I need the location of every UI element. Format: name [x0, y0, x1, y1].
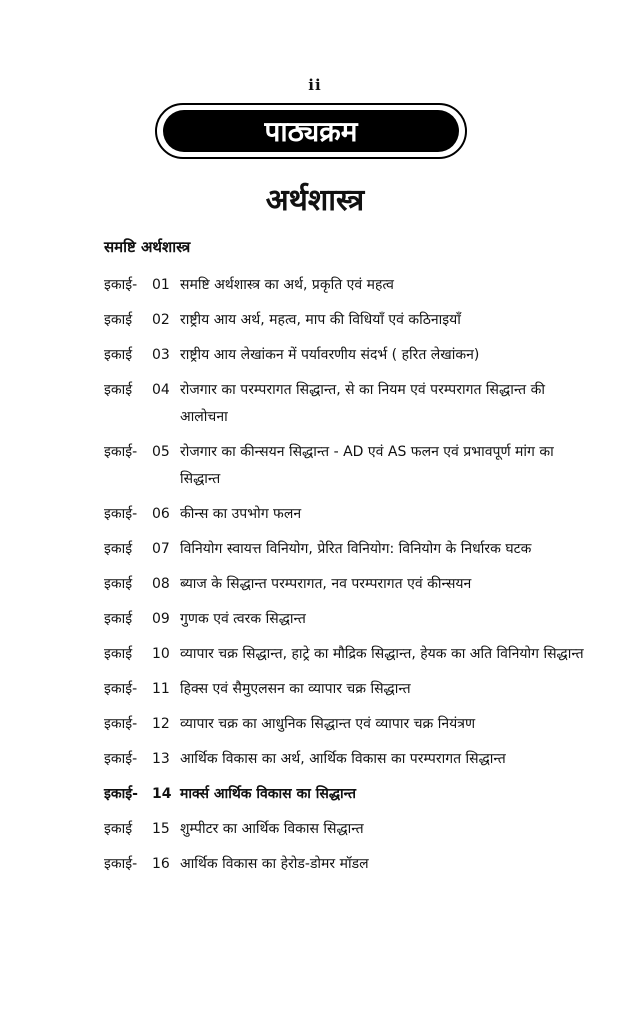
- unit-label: इकाई: [104, 576, 133, 592]
- unit-number: 03: [152, 347, 170, 363]
- unit-title: आर्थिक विकास का अर्थ, आर्थिक विकास का परम्परागत सिद्धान्त: [180, 751, 506, 767]
- unit-row: [104, 307, 584, 334]
- unit-title: शुम्पीटर का आर्थिक विकास सिद्धान्त: [180, 821, 364, 837]
- unit-label: इकाई-: [104, 856, 138, 872]
- unit-row: [104, 711, 584, 738]
- unit-number: 05: [152, 444, 170, 460]
- unit-title: हिक्स एवं सैमुएलसन का व्यापार चक्र सिद्धान्त: [180, 681, 411, 697]
- unit-title: विनियोग स्वायत्त विनियोग, प्रेरित विनियोग: विनियोग के निर्धारक घटक: [180, 541, 532, 557]
- unit-row: [104, 676, 584, 703]
- unit-row: [104, 851, 584, 878]
- syllabus-banner-title: पाठ्यक्रम: [264, 115, 358, 148]
- unit-row: [104, 781, 584, 808]
- unit-label: इकाई-: [104, 786, 138, 802]
- unit-title: व्यापार चक्र सिद्धान्त, हाट्रे का मौद्रिक सिद्धान्त, हेयक का अति विनियोग सिद्धान्त: [180, 646, 584, 662]
- unit-label: इकाई-: [104, 506, 138, 522]
- unit-number: 13: [152, 751, 170, 767]
- unit-number: 06: [152, 506, 170, 522]
- unit-label: इकाई: [104, 312, 133, 328]
- unit-label: इकाई: [104, 821, 133, 837]
- unit-label: इकाई-: [104, 681, 138, 697]
- section-heading: समष्टि अर्थशास्त्र: [104, 238, 191, 256]
- unit-label: इकाई-: [104, 277, 138, 293]
- unit-row: [104, 571, 584, 598]
- syllabus-banner-fill: [163, 110, 459, 152]
- unit-title: मार्क्स आर्थिक विकास का सिद्धान्त: [180, 786, 356, 802]
- unit-label: इकाई: [104, 611, 133, 627]
- unit-row: [104, 536, 584, 563]
- unit-title: रोजगार का परम्परागत सिद्धान्त, से का नियम एवं परम्परागत सिद्धान्त की आलोचना: [180, 382, 545, 425]
- unit-number: 08: [152, 576, 170, 592]
- unit-number: 16: [152, 856, 170, 872]
- unit-row: [104, 641, 584, 668]
- unit-number: 01: [152, 277, 170, 293]
- unit-row: [104, 377, 584, 431]
- unit-title: रोजगार का कीन्सयन सिद्धान्त - AD एवं AS फलन एवं प्रभावपूर्ण मांग का सिद्धान्त: [180, 444, 554, 487]
- unit-row: [104, 606, 584, 633]
- unit-label: इकाई: [104, 382, 133, 398]
- unit-number: 09: [152, 611, 170, 627]
- unit-label: इकाई: [104, 347, 133, 363]
- page-number: ii: [308, 76, 322, 94]
- unit-number: 10: [152, 646, 170, 662]
- unit-row: [104, 816, 584, 843]
- unit-title: व्यापार चक्र का आधुनिक सिद्धान्त एवं व्यापार चक्र नियंत्रण: [180, 716, 476, 732]
- subject-title: अर्थशास्त्र: [265, 183, 365, 218]
- unit-row: [104, 501, 584, 528]
- unit-title: राष्ट्रीय आय अर्थ, महत्व, माप की विधियाँ एवं कठिनाइयाँ: [180, 312, 461, 328]
- unit-number: 04: [152, 382, 170, 398]
- unit-list: [104, 272, 584, 878]
- unit-row: [104, 272, 584, 299]
- unit-label: इकाई: [104, 541, 133, 557]
- unit-label: इकाई-: [104, 444, 138, 460]
- unit-label: इकाई-: [104, 716, 138, 732]
- unit-number: 12: [152, 716, 170, 732]
- unit-number: 02: [152, 312, 170, 328]
- unit-label: इकाई-: [104, 751, 138, 767]
- unit-label: इकाई: [104, 646, 133, 662]
- unit-number: 07: [152, 541, 170, 557]
- unit-title: समष्टि अर्थशास्त्र का अर्थ, प्रकृति एवं महत्व: [180, 277, 394, 293]
- unit-title: राष्ट्रीय आय लेखांकन में पर्यावरणीय संदर्भ ( हरित लेखांकन): [180, 347, 480, 363]
- unit-number: 15: [152, 821, 170, 837]
- unit-number: 11: [152, 681, 170, 697]
- syllabus-banner: [155, 103, 467, 159]
- unit-title: ब्याज के सिद्धान्त परम्परागत, नव परम्परागत एवं कीन्सयन: [180, 576, 472, 592]
- unit-title: आर्थिक विकास का हेरोड-डोमर मॉडल: [180, 856, 369, 872]
- unit-row: [104, 746, 584, 773]
- unit-number: 14: [152, 786, 172, 802]
- unit-row: [104, 439, 584, 493]
- unit-title: गुणक एवं त्वरक सिद्धान्त: [180, 611, 306, 627]
- unit-title: कीन्स का उपभोग फलन: [180, 506, 302, 522]
- unit-row: [104, 342, 584, 369]
